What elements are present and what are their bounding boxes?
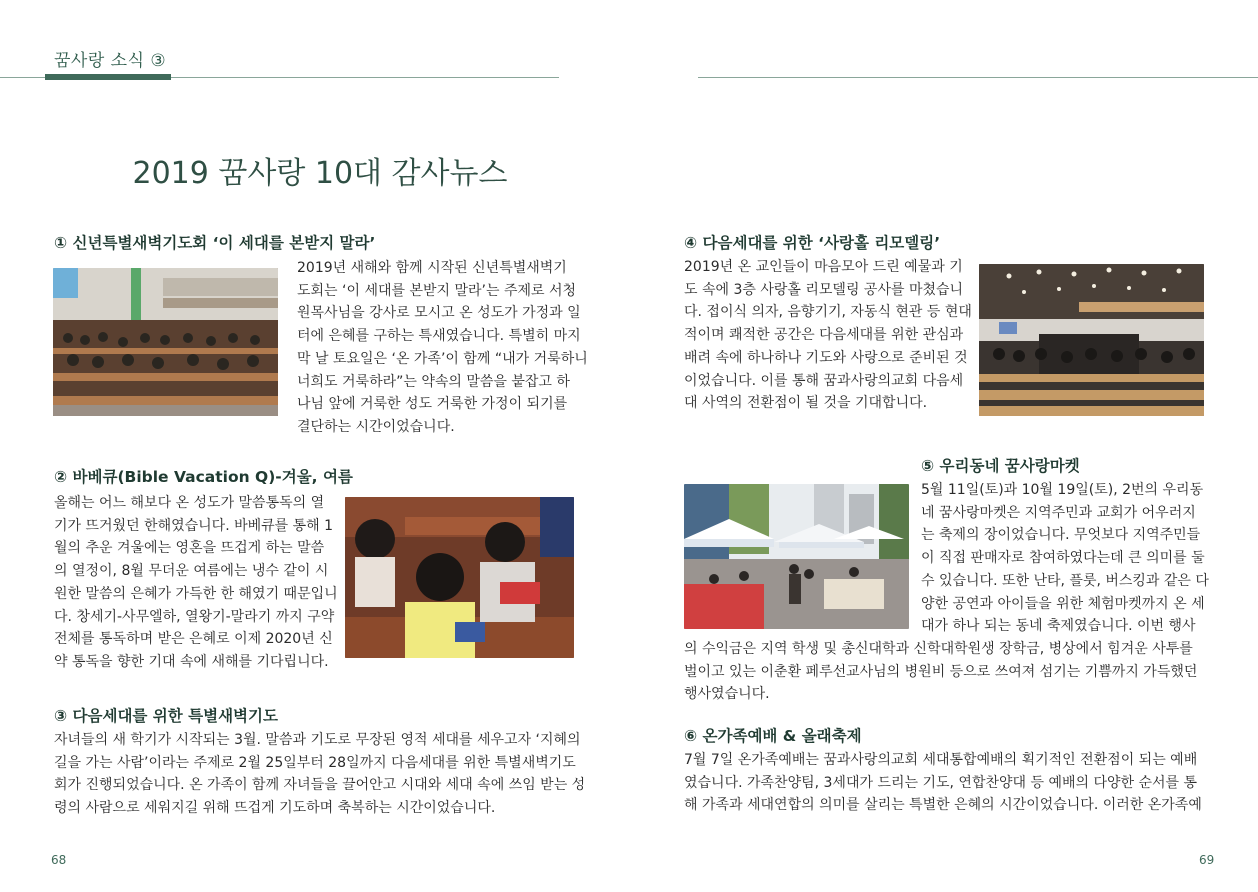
item2-line: 다. 창세기-사무엘하, 열왕기-말라기 까지 구약 (54, 608, 335, 625)
item5-line: 이 직접 판매자로 참여하였다는데 큰 의미를 둘 (921, 550, 1205, 567)
item1-body (297, 257, 588, 439)
header-rule-right (698, 77, 1258, 78)
item2-line: 올해는 어느 해보다 온 성도가 말씀통독의 열 (54, 495, 325, 511)
header-accent-bar (45, 74, 171, 80)
item3-heading: ③ 다음세대를 위한 특별새벽기도 (54, 707, 278, 725)
item2-line: 원한 말씀의 은혜가 가득한 한 해였기 때문입니 (54, 585, 338, 602)
section-tag: 꿈사랑 소식 ③ (54, 51, 167, 71)
item5-line: 양한 공연과 아이들을 위한 체험마켓까지 온 세 (921, 595, 1205, 612)
item4-line: 이었습니다. 이를 통해 꿈과사랑의교회 다음세 (684, 372, 964, 389)
item4-line: 적이며 쾌적한 공간은 다음세대를 위한 관심과 (684, 327, 964, 344)
item2-heading: ② 바베큐(Bible Vacation Q)-겨울, 여름 (54, 468, 353, 486)
worship-hall-photo (53, 268, 278, 416)
main-title: 2019 꿈사랑 10대 감사뉴스 (132, 156, 508, 191)
sarang-hall-photo (979, 264, 1204, 416)
item2-line: 전체를 통독하며 받은 은혜로 이제 2020년 신 (54, 631, 333, 648)
item1-line: 너희도 거룩하라”는 약속의 말씀을 붙잡고 하 (297, 373, 570, 390)
item5-heading: ⑤ 우리동네 꿈사랑마켓 (921, 457, 1080, 475)
item1-heading: ① 신년특별새벽기도회 ‘이 세대를 본받지 말라’ (54, 234, 376, 252)
item3-line: 회가 진행되었습니다. 온 가족이 함께 자녀들을 끌어안고 시대와 세대 속에 쓰임 받는 성 (54, 777, 586, 794)
item6-line: 7월 7일 온가족예배는 꿈과사랑의교회 세대통합예배의 획기적인 전환점이 되는 예배 (684, 752, 1198, 768)
item2-line: 의 열정이, 8월 무더운 여름에는 냉수 같이 시 (54, 563, 329, 580)
item5-line: 벌이고 있는 이춘환 페루선교사님의 병원비 등으로 쓰여져 섬기는 기쁨까지 가득했던 (684, 663, 1198, 680)
item2-line: 기가 뜨거웠던 한해였습니다. 바베큐를 통해 1 (54, 517, 334, 534)
item4-line: 다. 접이식 의자, 음향기기, 자동식 현관 등 현대 (684, 304, 972, 321)
item1-line: 2019년 새해와 함께 시작된 신년특별새벽기 (297, 260, 567, 276)
item3-line: 자녀들의 새 학기가 시작되는 3월. 말씀과 기도로 무장된 영적 세대를 세우고자 ‘지혜의 (54, 732, 581, 748)
item6-line: 였습니다. 가족찬양팀, 3세대가 드리는 기도, 연합찬양대 등 예배의 다양한 순서를 통 (684, 774, 1198, 791)
item6-heading: ⑥ 온가족예배 & 올래축제 (684, 727, 862, 745)
page-number-right: 69 (1199, 853, 1215, 867)
item1-line: 막 날 토요일은 ‘온 가족’이 함께 “내가 거룩하니 (297, 350, 588, 367)
item5-line: 수 있습니다. 또한 난타, 플룻, 버스킹과 같은 다 (921, 572, 1209, 589)
item4-line: 도 속에 3층 사랑홀 리모델링 공사를 마쳤습니 (684, 281, 964, 298)
item1-line: 터에 은혜를 구하는 특새였습니다. 특별히 마지 (297, 328, 581, 345)
item4-heading: ④ 다음세대를 위한 ‘사랑홀 리모델링’ (684, 234, 941, 252)
item5-line: 5월 11일(토)과 10월 19일(토), 2번의 우리동 (921, 482, 1204, 498)
item3-body (54, 729, 586, 820)
item5-line: 는 축제의 장이었습니다. 무엇보다 지역주민들 (921, 527, 1201, 544)
item2-body (54, 492, 338, 674)
item4-line: 배려 속에 하나하나 기도와 사랑으로 준비된 것 (684, 349, 968, 366)
item1-line: 나님 앞에 거룩한 성도 거룩한 가정이 되기를 (297, 396, 568, 413)
page-number-left: 68 (51, 853, 67, 867)
bible-reading-photo (345, 497, 574, 658)
item3-line: 령의 사람으로 세워지길 위해 뜨겁게 기도하며 축복하는 시간이었습니다. (54, 800, 496, 817)
item3-line: 길을 가는 사람’이라는 주제로 2월 25일부터 28일까지 다음세대를 위한 특별새벽기도 (54, 754, 576, 771)
item6-line: 해 가족과 세대연합의 의미를 살리는 특별한 은혜의 시간이었습니다. 이러한 온가족예 (684, 797, 1202, 814)
item2-line: 월의 추운 겨울에는 영혼을 뜨겁게 하는 말씀 (54, 540, 325, 557)
item4-line: 대 사역의 전환점이 될 것을 기대합니다. (684, 395, 928, 412)
market-photo (684, 484, 909, 629)
item4-body (684, 256, 972, 415)
item5-line: 의 수익금은 지역 학생 및 총신대학과 신학대학원생 장학금, 병상에서 힘겨운 사투를 (684, 641, 1193, 657)
item5-body-wide (684, 638, 1204, 706)
item2-line: 약 통독을 향한 기대 속에 새해를 기다립니다. (54, 653, 329, 670)
item5-body-narrow (921, 479, 1209, 638)
item1-line: 도회는 ‘이 세대를 본받지 말라’는 주제로 서청 (297, 282, 577, 299)
item5-line: 행사였습니다. (684, 686, 770, 703)
item5-line: 네 꿈사랑마켓은 지역주민과 교회가 어우러지 (921, 504, 1196, 521)
item1-line: 결단하는 시간이었습니다. (297, 418, 455, 435)
item1-line: 원목사님을 강사로 모시고 온 성도가 가정과 일 (297, 305, 581, 322)
item4-line: 2019년 온 교인들이 마음모아 드린 예물과 기 (684, 259, 963, 275)
item6-body (684, 749, 1204, 817)
item5-line: 대가 하나 되는 동네 축제였습니다. 이번 행사 (921, 618, 1196, 635)
